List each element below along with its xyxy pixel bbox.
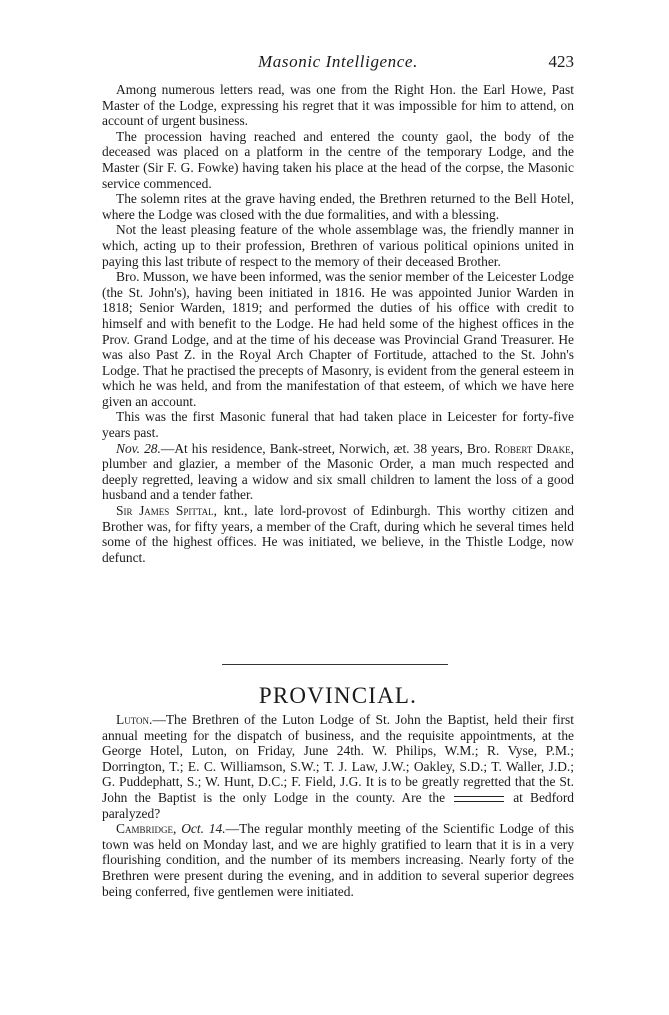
cambridge-place: Cambridge,: [116, 821, 177, 837]
drake-name: Robert Drake: [494, 440, 571, 456]
luton-text-a: —The Brethren of the Luton Lodge of St. John the Baptist, held their first annual meeting for the dispatch of business, and the requisite appointments, at the George Hotel, Luton, on Friday, June 24th. W. Philips, W.M.; R. Vyse, P.M.; Dorrington, T.; E. C. Williamson, S.W.; T. J. Law, J.W.; Oakley, S.D.; T. Waller, J.D.; G. Puddephatt, S.; W. Hunt, D.C.; F. Field, J.G. It is to be greatly regretted that the St. John the Baptist is the only Lodge in the county. Are the: [102, 712, 574, 805]
running-head: [102, 52, 574, 74]
cambridge-text: —The regular monthly meeting of the Scientific Lodge of this town was held on Monday last, and we are highly gratified to learn that it is in a very flourishing condition, and the number of its members increasing. Nearly forty of the Brethren were present during the evening, and in addition to several superior degrees being conferred, five gentlemen were initiated.: [102, 821, 574, 899]
paragraph-cambridge: [102, 821, 574, 899]
paragraph-first-funeral: This was the first Masonic funeral that had taken place in Leicester for forty-five years past.: [102, 409, 574, 441]
paragraph-rites: The solemn rites at the grave having ended, the Brethren returned to the Bell Hotel, where the Lodge was closed with the due formalities, and with a blessing.: [102, 191, 574, 222]
luton-text-b: at Bedford paralyzed?: [102, 789, 575, 821]
paragraph-musson: Bro. Musson, we have been informed, was the senior member of the Leicester Lodge (the St. John's), having been initiated in 1816. He was appointed Junior Warden in 1818; Senior Warden, 1819; and performed the duties of his office with credit to himself and with benefit to the Lodge. He had held some of the highest offices in the Prov. Grand Lodge, and at the time of his decease was Provincial Grand Treasurer. He was also Past Z. in the Royal Arch Chapter of Fortitude, attached to the St. John's Lodge. That he practised the precepts of Masonry, is evident from the general esteem in which he was held, and from the manifestation of that esteem, of which we have here given an account.: [102, 269, 574, 409]
paragraph-procession: The procession having reached and entered the county gaol, the body of the deceased was placed on a platform in the centre of the temporary Lodge, and the Master (Sir F. G. Fowke) having taken his place at the head of the corpse, the Masonic service commenced.: [102, 128, 574, 191]
drake-text-b: , plumber and glazier, a member of the Masonic Order, a man much respected and deeply regretted, leaving a widow and six small children to lament the loss of a good husband and a tender father.: [102, 440, 574, 503]
paragraph-drake: [102, 441, 574, 503]
drake-date: Nov. 28.: [116, 440, 161, 456]
luton-place: Luton.: [116, 712, 153, 727]
page-number: 423: [548, 52, 574, 71]
paragraph-assemblage: Not the least pleasing feature of the whole assemblage was, the friendly manner in which, acting up to their profession, Brethren of various political opinions united in paying this last tribute of respect to the memory of their deceased Brother.: [102, 222, 574, 269]
paragraph-letters: Among numerous letters read, was one from the Right Hon. the Earl Howe, Past Master of the Lodge, expressing his regret that it was impossible for him to attend, on account of urgent business.: [102, 82, 574, 129]
cambridge-date: Oct. 14.: [181, 821, 226, 837]
spittal-text: , knt., late lord-provost of Edinburgh. This worthy citizen and Brother was, for fifty years, a member of the Craft, during which he several times held some of the highest offices. He was initiated, we believe, in the Thistle Lodge, now defunct.: [102, 503, 574, 565]
obituary-section: [102, 82, 574, 565]
blank-rule: [454, 796, 504, 802]
section-divider: [222, 664, 448, 665]
section-heading-provincial: PROVINCIAL.: [258, 683, 418, 708]
paragraph-spittal: [102, 503, 574, 565]
drake-text-a: —At his residence, Bank-street, Norwich, æt. 38 years, Bro.: [160, 440, 491, 456]
paragraph-luton: [102, 712, 574, 821]
running-title: Masonic Intelligence.: [258, 52, 418, 71]
spittal-name: Sir James Spittal: [116, 503, 214, 519]
provincial-section: [102, 712, 574, 899]
